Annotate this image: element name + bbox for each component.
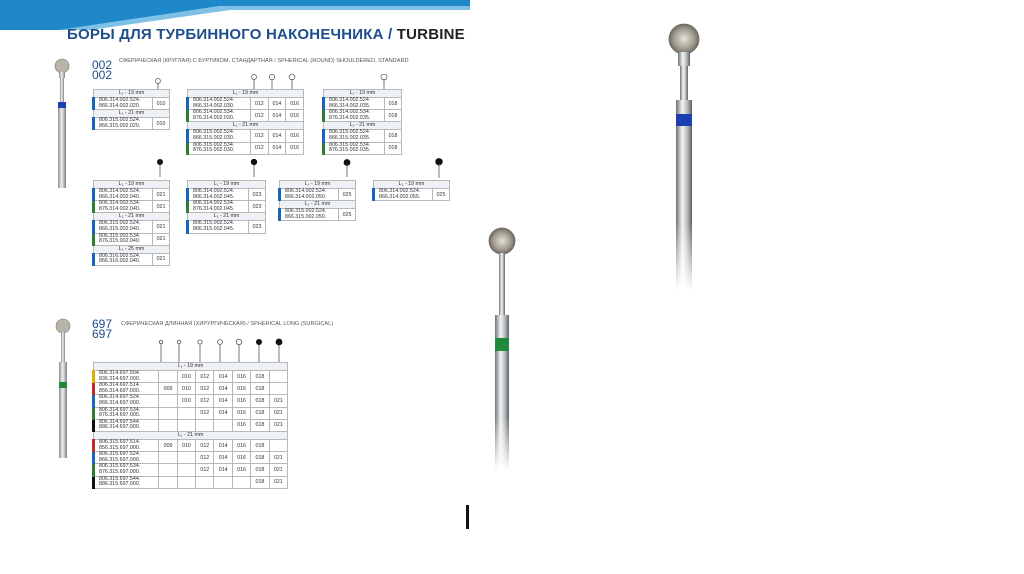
size-cell: 021 xyxy=(269,419,287,431)
length-header: L₁ - 21 mm xyxy=(188,213,266,221)
size-cell: 021 xyxy=(269,407,287,419)
section-697-description: СФЕРИЧЕСКАЯ ДЛИННАЯ (ХИРУРГИЧЕСКАЯ) / SPHERICAL LONG (SURGICAL) xyxy=(121,321,334,327)
burr-photo-green-band xyxy=(486,226,518,470)
size-cell: 012 xyxy=(250,130,268,142)
size-cell xyxy=(196,476,214,488)
part-number: 806.314.002.524. 866.314.002.035. xyxy=(324,98,385,110)
size-cell: 014 xyxy=(214,395,232,407)
spec-table-002-010 xyxy=(92,89,170,130)
part-number: 806.314.697.504. 836.314.697.000. xyxy=(94,371,159,383)
size-cell: 018 xyxy=(385,110,402,122)
size-cell: 021 xyxy=(153,201,170,213)
part-number: 806.315.002.524. 866.315.002.050. xyxy=(280,209,339,221)
size-cell: 023 xyxy=(249,201,266,213)
size-cell: 018 xyxy=(251,383,269,395)
size-cell: 012 xyxy=(196,452,214,464)
part-number: 806.315.002.524. 866.315.002.030. xyxy=(188,130,251,142)
size-cell xyxy=(232,476,250,488)
size-cell: 016 xyxy=(286,110,304,122)
size-cell: 012 xyxy=(196,383,214,395)
size-cell: 010 xyxy=(153,118,170,130)
part-number: 806.314.002.524. 866.314.002.055. xyxy=(374,189,433,201)
page-title: БОРЫ ДЛЯ ТУРБИННОГО НАКОНЕЧНИКА / TURBINE xyxy=(67,26,465,43)
size-cell: 021 xyxy=(269,464,287,476)
size-cell xyxy=(159,464,177,476)
size-cell xyxy=(269,439,287,451)
part-number: 806.315.697.544. 886.315.697.000. xyxy=(94,476,159,488)
size-cell: 014 xyxy=(268,98,286,110)
size-cell: 016 xyxy=(286,130,304,142)
size-cell: 014 xyxy=(214,439,232,451)
size-cell: 021 xyxy=(269,395,287,407)
length-header: L₁ - 21 mm xyxy=(188,122,304,130)
size-cell: 012 xyxy=(196,464,214,476)
length-header: L₁ - 21 mm xyxy=(94,431,288,439)
size-cell: 021 xyxy=(153,233,170,245)
spec-table-002-050 xyxy=(278,180,356,221)
part-number: 806.314.002.534. 876.314.002.035. xyxy=(324,110,385,122)
size-cell: 014 xyxy=(214,464,232,476)
part-number: 806.315.002.524. 866.315.002.035. xyxy=(324,130,385,142)
burr-697-image xyxy=(52,318,74,458)
size-cell: 009 xyxy=(159,439,177,451)
size-cell: 023 xyxy=(249,221,266,233)
size-cell: 010 xyxy=(153,98,170,110)
length-header: L₁ - 21 mm xyxy=(94,110,170,118)
size-cell: 018 xyxy=(251,476,269,488)
size-cell: 014 xyxy=(214,383,232,395)
size-cell: 010 xyxy=(177,439,195,451)
size-cell: 009 xyxy=(159,383,177,395)
size-cell: 018 xyxy=(251,371,269,383)
size-cell xyxy=(214,476,232,488)
size-cell: 010 xyxy=(177,383,195,395)
section-002-code: 002 002 xyxy=(92,58,113,82)
size-cell xyxy=(159,476,177,488)
size-cell: 016 xyxy=(232,395,250,407)
size-cell xyxy=(177,419,195,431)
part-number: 806.314.002.524. 866.314.002.045. xyxy=(188,189,249,201)
spec-table-697 xyxy=(92,362,288,489)
part-number: 806.314.002.524. 866.314.002.040. xyxy=(94,189,153,201)
burr-glyph-icon xyxy=(156,159,164,177)
size-cell: 012 xyxy=(196,371,214,383)
part-number: 806.315.002.534. 876.315.002.040. xyxy=(94,233,153,245)
part-number: 806.314.002.524. 866.314.002.020. xyxy=(94,98,153,110)
length-header: L₁ - 21 mm xyxy=(280,201,356,209)
size-cell xyxy=(196,419,214,431)
size-cell: 014 xyxy=(214,371,232,383)
part-number: 806.316.002.524. 866.316.002.040. xyxy=(94,253,153,265)
size-cell: 012 xyxy=(196,439,214,451)
size-cell: 012 xyxy=(250,110,268,122)
part-number: 806.315.002.524. 866.315.002.020. xyxy=(94,118,153,130)
part-number: 806.315.002.534. 876.315.002.035. xyxy=(324,142,385,154)
size-cell: 016 xyxy=(286,142,304,154)
size-cell: 025 xyxy=(433,189,450,201)
size-cell xyxy=(159,419,177,431)
size-cell: 016 xyxy=(286,98,304,110)
size-cell: 023 xyxy=(249,189,266,201)
size-cell: 021 xyxy=(269,452,287,464)
length-header: L₁ - 19 mm xyxy=(188,90,304,98)
size-cell: 014 xyxy=(214,407,232,419)
size-cell: 016 xyxy=(232,439,250,451)
part-number: 806.314.002.534. 876.314.002.030. xyxy=(188,110,251,122)
size-cell: 012 xyxy=(196,395,214,407)
size-cell: 021 xyxy=(269,476,287,488)
part-number: 806.315.697.514. 856.315.697.000. xyxy=(94,439,159,451)
size-cell: 021 xyxy=(153,221,170,233)
part-number: 806.315.697.534. 876.315.697.000. xyxy=(94,464,159,476)
part-number: 806.315.002.524. 866.315.002.045. xyxy=(188,221,249,233)
part-number: 806.314.002.534. 876.314.002.045. xyxy=(188,201,249,213)
part-number: 806.314.697.514. 856.314.697.000. xyxy=(94,383,159,395)
size-cell: 025 xyxy=(339,209,356,221)
size-cell: 014 xyxy=(268,110,286,122)
burr-glyph-icon xyxy=(250,159,258,177)
length-header: L₁ - 25 mm xyxy=(94,245,170,253)
burr-glyph-icon xyxy=(342,159,352,177)
size-cell: 012 xyxy=(196,407,214,419)
spec-table-002-055 xyxy=(372,180,450,201)
length-header: L₁ - 19 mm xyxy=(324,90,402,98)
size-cell xyxy=(177,452,195,464)
size-cell: 016 xyxy=(232,407,250,419)
size-cell: 018 xyxy=(251,407,269,419)
size-cell: 021 xyxy=(153,189,170,201)
size-cell: 012 xyxy=(250,142,268,154)
size-cell: 010 xyxy=(177,371,195,383)
size-cell xyxy=(159,371,177,383)
length-header: L₁ - 19 mm xyxy=(94,90,170,98)
size-cell xyxy=(269,371,287,383)
length-header: L₁ - 19 mm xyxy=(94,181,170,189)
size-cell xyxy=(177,407,195,419)
length-header: L₁ - 19 mm xyxy=(188,181,266,189)
size-cell xyxy=(269,383,287,395)
size-cell: 014 xyxy=(268,130,286,142)
size-cell xyxy=(214,419,232,431)
length-header: L₁ - 21 mm xyxy=(324,122,402,130)
part-number: 806.314.002.524. 866.314.002.050. xyxy=(280,189,339,201)
size-cell xyxy=(177,464,195,476)
size-cell: 018 xyxy=(251,419,269,431)
size-cell xyxy=(159,395,177,407)
part-number: 806.314.002.534. 876.314.002.040. xyxy=(94,201,153,213)
length-header: L₁ - 19 mm xyxy=(280,181,356,189)
length-header: L₁ - 21 mm xyxy=(94,213,170,221)
part-number: 806.314.697.524. 866.314.697.000. xyxy=(94,395,159,407)
size-cell: 018 xyxy=(251,439,269,451)
size-cell xyxy=(177,476,195,488)
spec-table-002-030 xyxy=(186,89,304,155)
section-002-description: СФЕРИЧЕСКАЯ (КРУГЛАЯ) С БУРТИКОМ, СТАНДАРТНАЯ / SPHERICAL (ROUND) SHOULDERED, STANDARD xyxy=(119,58,409,64)
size-cell: 018 xyxy=(385,98,402,110)
size-cell: 016 xyxy=(232,452,250,464)
part-number: 806.315.697.524. 866.315.697.000. xyxy=(94,452,159,464)
size-cell: 012 xyxy=(250,98,268,110)
burr-photo-blue-band xyxy=(664,22,704,290)
burr-glyph-icon xyxy=(434,158,444,178)
section-697-code: 697 697 xyxy=(92,317,113,341)
size-cell: 010 xyxy=(177,395,195,407)
spec-table-002-040 xyxy=(92,180,170,266)
size-cell: 016 xyxy=(232,419,250,431)
size-cell: 014 xyxy=(214,452,232,464)
spec-table-002-045 xyxy=(186,180,266,234)
size-cell: 018 xyxy=(251,395,269,407)
burr-002-image xyxy=(50,58,74,188)
part-number: 806.315.002.524. 866.315.002.040. xyxy=(94,221,153,233)
size-cell: 018 xyxy=(385,130,402,142)
length-header: L₁ - 19 mm xyxy=(374,181,450,189)
size-cell: 016 xyxy=(232,383,250,395)
size-cell: 014 xyxy=(268,142,286,154)
size-cell: 018 xyxy=(251,452,269,464)
size-cell xyxy=(159,452,177,464)
text-cursor xyxy=(466,505,469,529)
size-cell: 018 xyxy=(385,142,402,154)
part-number: 806.314.697.544. 886.314.697.000. xyxy=(94,419,159,431)
size-cell: 021 xyxy=(153,253,170,265)
spec-table-002-035 xyxy=(322,89,402,155)
size-cell: 018 xyxy=(251,464,269,476)
size-cell: 016 xyxy=(232,464,250,476)
size-cell: 016 xyxy=(232,371,250,383)
length-header: L₁ - 19 mm xyxy=(94,363,288,371)
size-cell: 025 xyxy=(339,189,356,201)
size-cell xyxy=(159,407,177,419)
part-number: 806.315.002.534. 876.315.002.030. xyxy=(188,142,251,154)
part-number: 806.314.697.534. 876.314.697.000. xyxy=(94,407,159,419)
part-number: 806.314.002.524. 866.314.002.030. xyxy=(188,98,251,110)
burr-size-row-icons xyxy=(150,338,290,364)
